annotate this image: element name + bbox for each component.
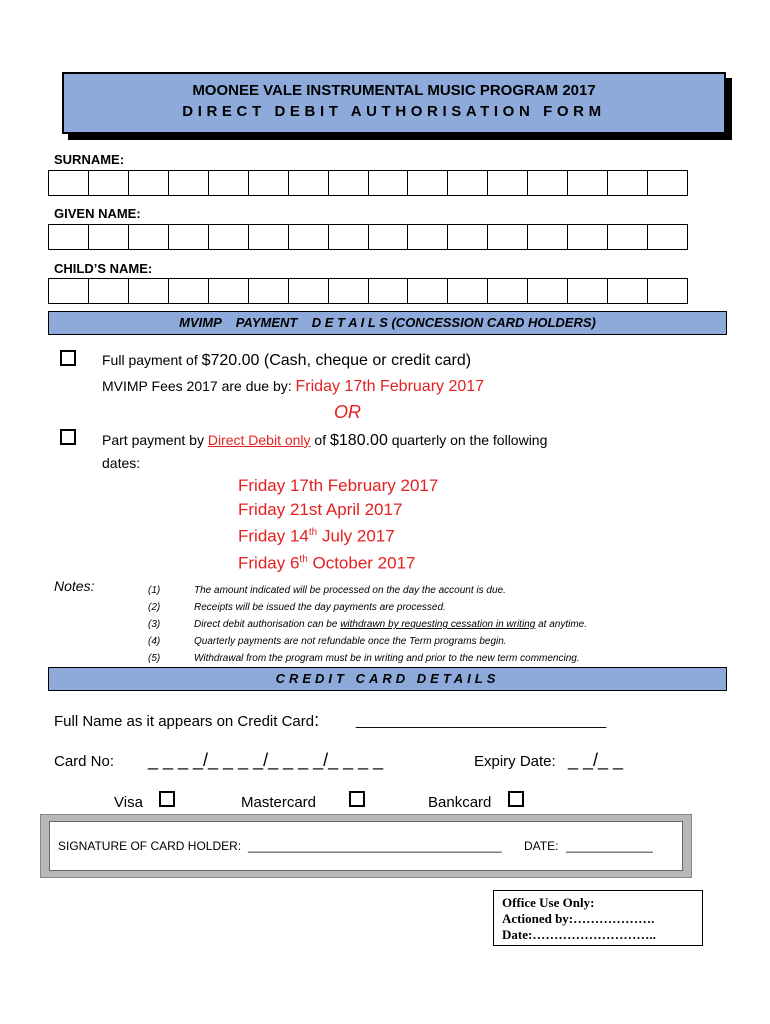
surname-label: SURNAME:	[54, 152, 125, 167]
signature-date-input[interactable]: _____________	[566, 839, 653, 853]
note-item: (5) Withdrawal from the program must be in writing and prior to the new term commencing.	[148, 653, 580, 664]
full-payment-prefix: Full payment of	[102, 352, 202, 368]
payment-date: Friday 6th October 2017	[238, 553, 416, 573]
given-name-label: GIVEN NAME:	[54, 206, 141, 221]
office-date: Date:………………………..	[502, 927, 656, 942]
bankcard-label: Bankcard	[428, 794, 492, 811]
payment-dates-list	[238, 474, 438, 575]
full-name-input[interactable]: ______________________________	[356, 712, 607, 729]
payment-date: Friday 21st April 2017	[238, 499, 403, 519]
form-title: MOONEE VALE INSTRUMENTAL MUSIC PROGRAM 2017	[192, 82, 596, 99]
credit-card-heading: CREDIT CARD DETAILS	[48, 667, 727, 691]
signature-input[interactable]: ______________________________________	[248, 839, 502, 853]
full-payment-amount: $720.00 (Cash, cheque or credit card)	[201, 352, 472, 369]
signature-date-label: DATE:	[524, 839, 559, 853]
office-use-box	[493, 890, 703, 946]
full-payment-text	[102, 352, 471, 370]
payment-date: Friday 17th February 2017	[238, 476, 439, 495]
full-name-label: Full Name as it appears on Credit Card	[54, 713, 315, 730]
note-item: (1) The amount indicated will be processed on the day the account is due.	[148, 585, 506, 596]
due-label: MVIMP Fees 2017 are due by:	[102, 378, 296, 394]
mastercard-label: Mastercard	[241, 794, 317, 811]
office-use-title: Office Use Only:	[502, 895, 595, 910]
payment-details-heading: MVIMP PAYMENT D E T A I L S (CONCESSION CARD HOLDERS)	[48, 311, 727, 335]
expiry-label: Expiry Date:	[474, 753, 556, 770]
mastercard-checkbox[interactable]	[349, 791, 365, 807]
signature-box	[49, 821, 683, 871]
part-payment-amount: $180.00	[330, 432, 388, 449]
form-subtitle: DIRECT DEBIT AUTHORISATION FORM	[182, 103, 606, 120]
form-title-box	[62, 72, 726, 134]
given-name-field[interactable]	[48, 224, 688, 250]
payment-date: Friday 14th July 2017	[238, 526, 395, 546]
visa-label: Visa	[114, 794, 143, 811]
childs-name-field[interactable]	[48, 278, 688, 304]
due-line	[102, 378, 484, 396]
direct-debit-link: Direct Debit only	[207, 432, 311, 448]
full-payment-checkbox[interactable]	[60, 350, 76, 366]
due-date: Friday 17th February 2017	[295, 378, 485, 395]
note-item: (4) Quarterly payments are not refundable once the Term programs begin.	[148, 636, 507, 647]
part-payment-dates-label: dates:	[102, 455, 141, 471]
signature-label: SIGNATURE OF CARD HOLDER:	[58, 839, 242, 853]
visa-checkbox[interactable]	[159, 791, 175, 807]
or-text: OR	[334, 402, 361, 422]
part-payment-text	[102, 432, 547, 450]
card-no-input[interactable]: _ _ _ _/_ _ _ _/_ _ _ _/_ _ _ _	[148, 750, 384, 770]
expiry-input[interactable]: _ _/_ _	[568, 750, 624, 770]
part-payment-prefix: Part payment by	[102, 432, 208, 448]
part-payment-of: of	[310, 432, 330, 448]
signature-panel	[40, 814, 692, 878]
full-name-row: Full Name as it appears on Credit Card:	[54, 710, 320, 730]
office-actioned-by: Actioned by:……………….	[502, 911, 655, 926]
card-no-label: Card No:	[54, 753, 115, 770]
note-item: (2) Receipts will be issued the day payments are processed.	[148, 602, 446, 613]
surname-field[interactable]	[48, 170, 688, 196]
part-payment-suffix: quarterly on the following	[387, 432, 548, 448]
notes-list	[148, 581, 587, 666]
bankcard-checkbox[interactable]	[508, 791, 524, 807]
notes-label: Notes:	[54, 578, 95, 594]
part-payment-checkbox[interactable]	[60, 429, 76, 445]
note-item: (3) Direct debit authorisation can be withdrawn by requesting cessation in writing at anytime.	[148, 619, 588, 630]
childs-name-label: CHILD’S NAME:	[54, 261, 153, 276]
